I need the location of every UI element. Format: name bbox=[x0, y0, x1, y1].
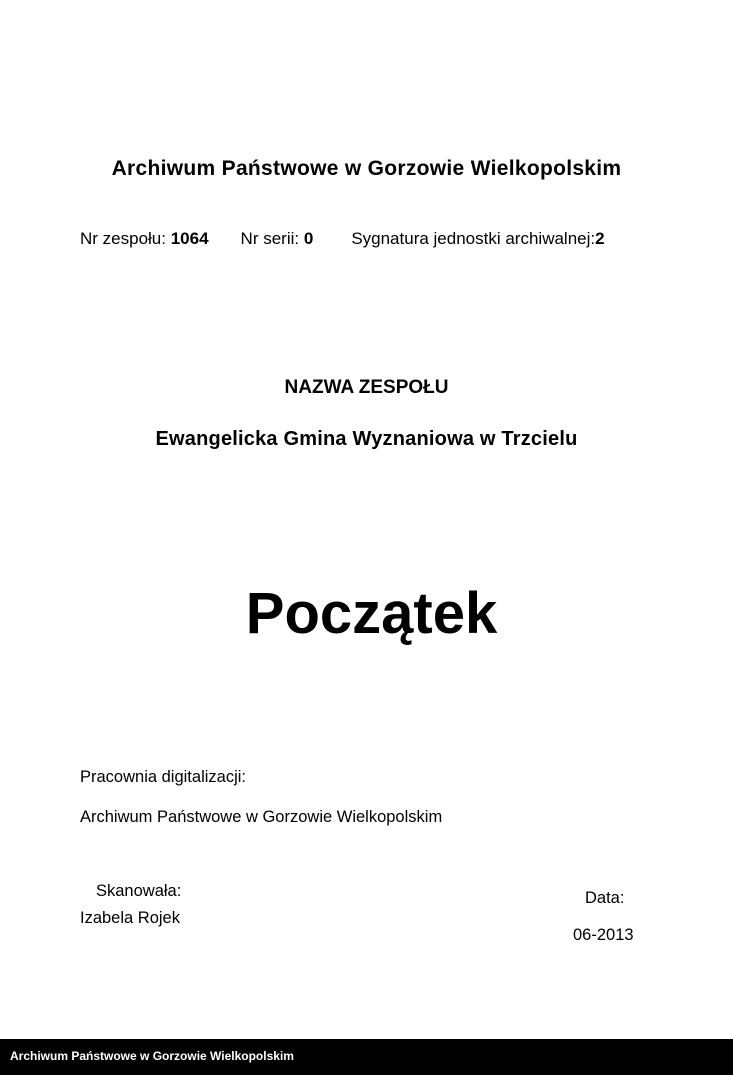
fonds-heading: NAZWA ZESPOŁU bbox=[284, 377, 449, 398]
date-label: Data: bbox=[585, 889, 625, 907]
series-number-value: 0 bbox=[303, 229, 314, 248]
fonds-name: Ewangelicka Gmina Wyznaniowa w Trzcielu bbox=[155, 428, 578, 450]
fonds-number-label: Nr zespołu: bbox=[80, 229, 166, 248]
workshop-label: Pracownia digitalizacji: bbox=[80, 768, 246, 786]
footer-bar bbox=[0, 1039, 733, 1075]
date-value: 06-2013 bbox=[573, 926, 634, 944]
archive-title: Archiwum Państwowe w Gorzowie Wielkopolskim bbox=[111, 157, 622, 180]
workshop-name: Archiwum Państwowe w Gorzowie Wielkopolskim bbox=[80, 808, 443, 826]
fonds-number-value: 1064 bbox=[170, 229, 209, 248]
signature-value: 2 bbox=[595, 229, 605, 248]
page-title: Początek bbox=[245, 581, 498, 646]
scanned-by-label: Skanowała: bbox=[96, 882, 182, 900]
archival-reference-line bbox=[80, 229, 605, 249]
signature-label: Sygnatura jednostki archiwalnej: bbox=[351, 229, 596, 248]
scanned-by-name: Izabela Rojek bbox=[80, 909, 180, 927]
footer-text: Archiwum Państwowe w Gorzowie Wielkopolskim bbox=[10, 1049, 294, 1063]
series-number-label: Nr serii: bbox=[240, 229, 300, 248]
